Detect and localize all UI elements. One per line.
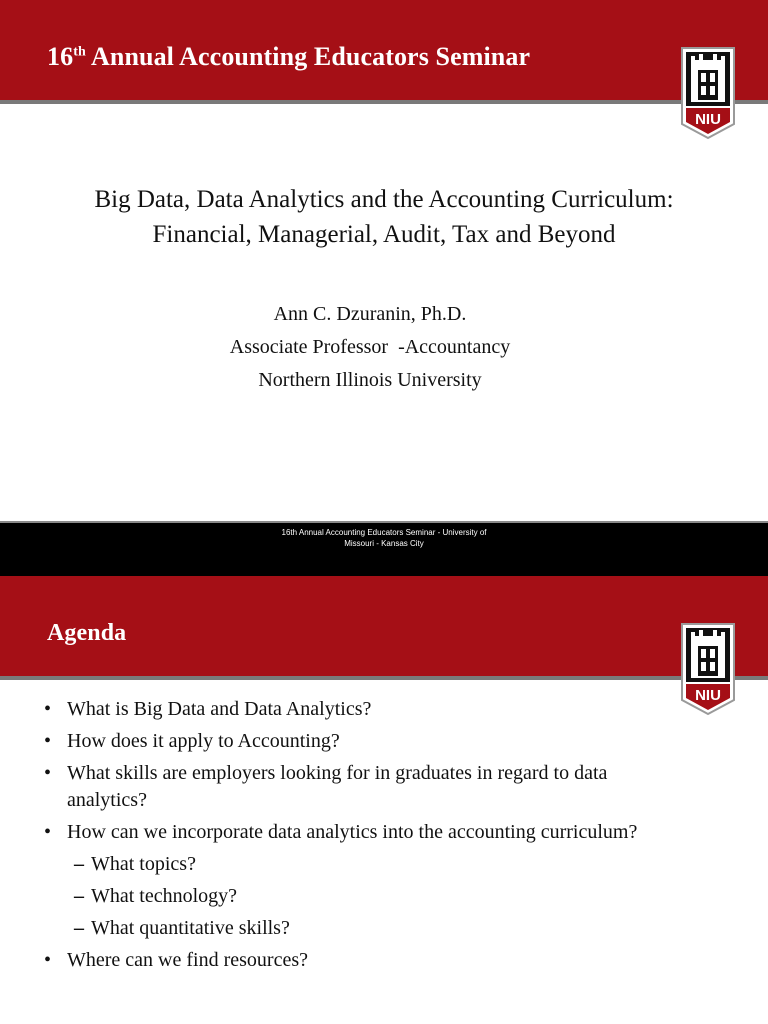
footer-text bbox=[0, 527, 768, 549]
niu-logo-text: NIU bbox=[695, 687, 721, 704]
seminar-title-superscript: th bbox=[73, 44, 86, 60]
footer-line2: Missouri - Kansas City bbox=[344, 539, 424, 548]
agenda-subitem: – What technology? bbox=[42, 883, 692, 910]
author-block bbox=[0, 298, 740, 397]
seminar-title-text: Annual Accounting Educators Seminar bbox=[85, 42, 531, 71]
niu-logo-text: NIU bbox=[695, 111, 721, 128]
footer-bar bbox=[0, 521, 768, 576]
header-band bbox=[0, 0, 768, 104]
agenda-item: • What is Big Data and Data Analytics? bbox=[42, 696, 692, 723]
author-position: Associate Professor -Accountancy bbox=[229, 336, 511, 358]
agenda-list bbox=[42, 696, 692, 979]
author-name: Ann C. Dzuranin, Ph.D. bbox=[273, 303, 467, 325]
agenda-item: • What skills are employers looking for in graduates in regard to data analytics? bbox=[42, 760, 692, 814]
footer-line1: 16th Annual Accounting Educators Seminar - University of bbox=[281, 528, 487, 537]
presentation-title-line1: Big Data, Data Analytics and the Accounting Curriculum: bbox=[94, 186, 674, 213]
agenda-item: • How does it apply to Accounting? bbox=[42, 728, 692, 755]
presentation-title bbox=[0, 182, 768, 252]
agenda-subitem: – What topics? bbox=[42, 851, 692, 878]
seminar-title-number: 16 bbox=[47, 42, 74, 71]
niu-logo-icon bbox=[678, 40, 738, 140]
agenda-item: • How can we incorporate data analytics into the accounting curriculum? bbox=[42, 819, 692, 846]
header-band bbox=[0, 576, 768, 680]
agenda-item: • Where can we find resources? bbox=[42, 947, 692, 974]
seminar-title bbox=[47, 42, 530, 72]
agenda-subitem: – What quantitative skills? bbox=[42, 915, 692, 942]
author-institution: Northern Illinois University bbox=[258, 369, 482, 391]
presentation-title-line2: Financial, Managerial, Audit, Tax and Beyond bbox=[152, 221, 616, 248]
agenda-slide bbox=[0, 576, 768, 1024]
agenda-heading: Agenda bbox=[47, 620, 127, 646]
